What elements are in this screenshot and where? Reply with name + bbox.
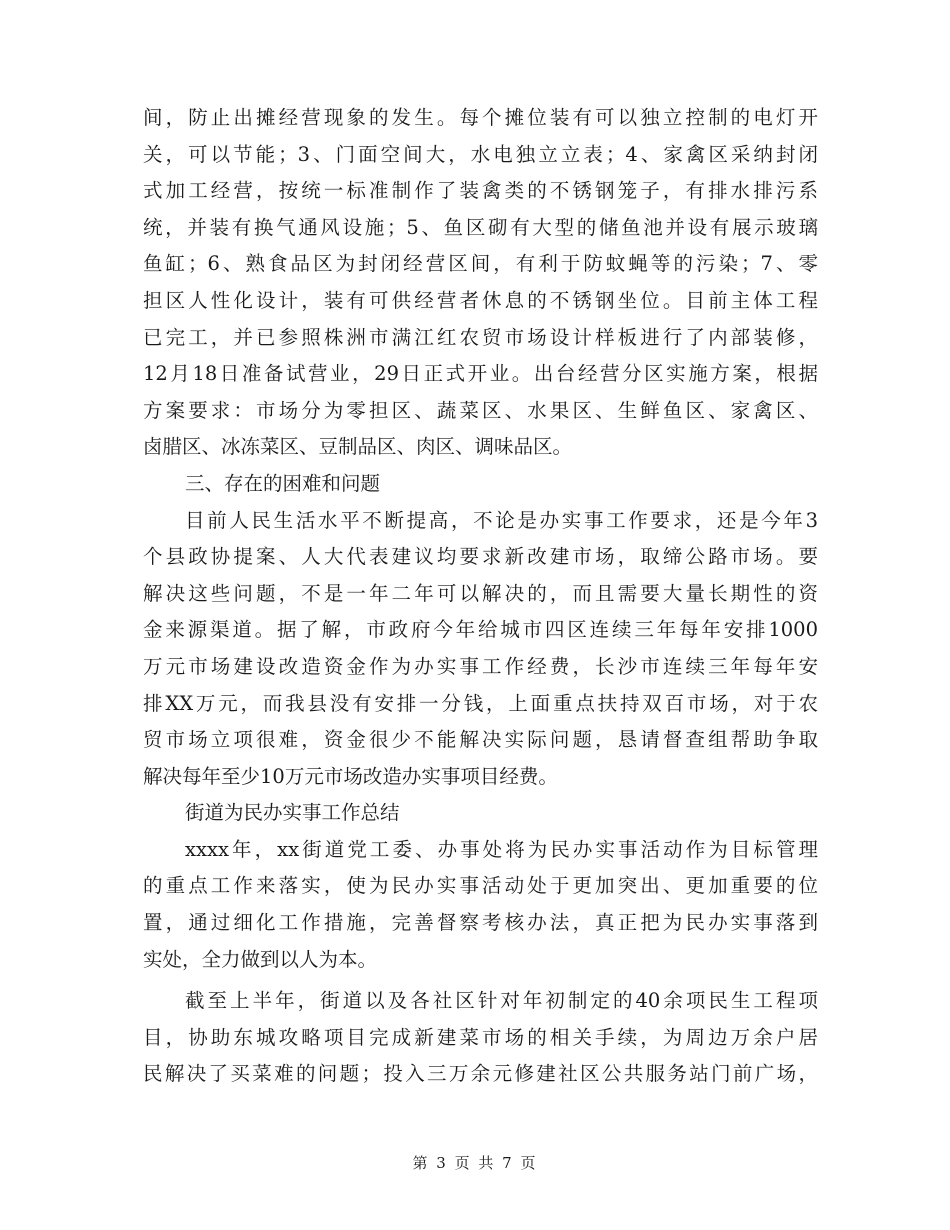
text-line: 间，防止出摊经营现象的发生。每个摊位装有可以独立控制的电灯开: [143, 106, 818, 129]
text-line: 卤腊区、冰冻菜区、豆制品区、肉区、调味品区。: [143, 435, 573, 459]
text-line: 置，通过细化工作措施，完善督察考核办法，真正把为民办实事落到: [143, 911, 818, 935]
text-line: 实处，全力做到以人为本。: [143, 947, 378, 971]
text-line: 已完工，并已参照株洲市满江红农贸市场设计样板进行了内部装修，: [143, 325, 818, 349]
text-line: 目前人民生活水平不断提高，不论是办实事工作要求，还是今年3: [185, 508, 818, 532]
text-line: 统，并装有换气通风设施；5、鱼区砌有大型的储鱼池并设有展示玻璃: [143, 215, 818, 239]
text-line: xxxx年，xx街道党工委、办事处将为民办实事活动作为目标管理: [185, 837, 818, 861]
text-line: 截至上半年，街道以及各社区针对年初制定的40余项民生工程项: [185, 989, 818, 1013]
body-text: [143, 100, 818, 1093]
text-line: 民解决了买菜难的问题；投入三万余元修建社区公共服务站门前广场，: [143, 1062, 818, 1086]
text-line: 关，可以节能；3、门面空间大，水电独立立表；4、家禽区采纳封闭: [143, 142, 818, 166]
text-line: 解决这些问题，不是一年二年可以解决的，而且需要大量长期性的资: [143, 581, 818, 605]
text-line: 贸市场立项很难，资金很少不能解决实际问题，恳请督查组帮助争取: [143, 728, 818, 752]
text-line: 个县政协提案、人大代表建议均要求新改建市场，取缔公路市场。要: [143, 545, 818, 569]
text-line: 12月18日准备试营业，29日正式开业。出台经营分区实施方案，根据: [143, 362, 818, 386]
section-heading: 三、存在的困难和问题: [185, 471, 381, 495]
text-line: 式加工经营，按统一标准制作了装禽类的不锈钢笼子，有排水排污系: [143, 179, 818, 203]
text-line: 鱼缸；6、熟食品区为封闭经营区间，有利于防蚊蝇等的污染；7、零: [143, 252, 818, 276]
text-line: 方案要求：市场分为零担区、蔬菜区、水果区、生鲜鱼区、家禽区、: [143, 398, 818, 422]
text-line: 金来源渠道。据了解，市政府今年给城市四区连续三年每年安排1000: [143, 618, 818, 642]
text-line: 的重点工作来落实，使为民办实事活动处于更加突出、更加重要的位: [143, 874, 818, 898]
text-line: 排XX万元，而我县没有安排一分钱，上面重点扶持双百市场，对于农: [143, 691, 818, 715]
text-line: 目，协助东城攻略项目完成新建菜市场的相关手续，为周边万余户居: [143, 1025, 818, 1049]
text-line: 担区人性化设计，装有可供经营者休息的不锈钢坐位。目前主体工程: [143, 288, 818, 312]
page-footer: 第 3 页 共 7 页: [412, 1154, 538, 1172]
section-heading: 街道为民办实事工作总结: [185, 801, 400, 825]
text-line: 解决每年至少10万元市场改造办实事项目经费。: [143, 764, 558, 788]
text-line: 万元市场建设改造资金作为办实事工作经费，长沙市连续三年每年安: [143, 654, 818, 678]
